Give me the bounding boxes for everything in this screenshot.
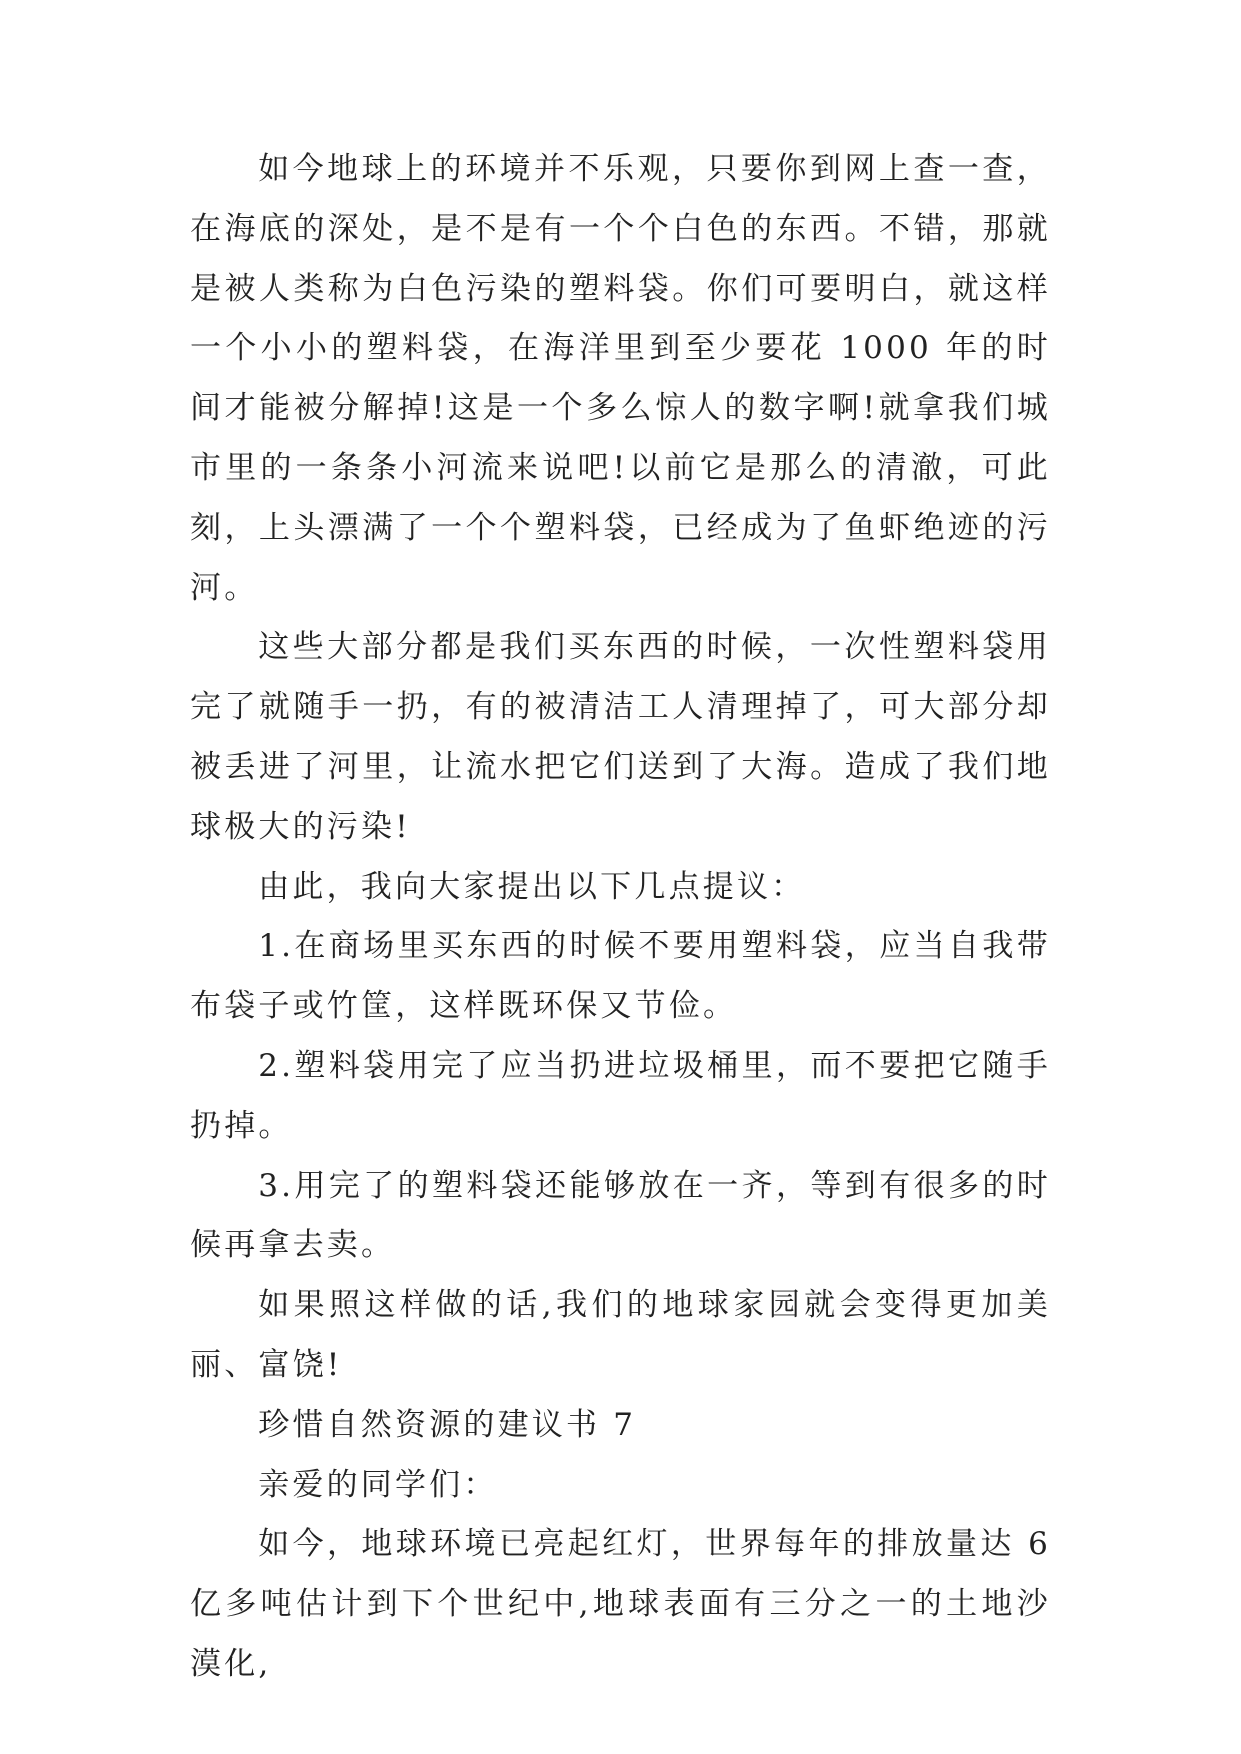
paragraph-environment-intro: 如今地球上的环境并不乐观，只要你到网上查一查，在海底的深处，是不是有一个个白色的东西。不错，那就是被人类称为白色污染的塑料袋。你们可要明白，就这样一个小小的塑料袋，在海洋里到至少要花 1000 年的时间才能被分解掉!这是一个多么惊人的数字啊!就拿我们城市里的一条条小河流来说吧!以前它是那么的清澈，可此刻，上头漂满了一个个塑料袋，已经成为了鱼虾绝迹的污河。: [190, 151, 1051, 606]
document-page: [190, 140, 1051, 1695]
salutation: 亲爱的同学们：: [258, 1466, 498, 1503]
paragraph-earth-red-light: 如今，地球环境已亮起红灯，世界每年的排放量达 6 亿多吨估计到下个世纪中,地球表面有三分之一的土地沙漠化,: [190, 1526, 1051, 1682]
section-heading: 珍惜自然资源的建议书 7: [258, 1406, 637, 1443]
paragraph-plastic-bag-disposal: 这些大部分都是我们买东西的时候，一次性塑料袋用完了就随手一扔，有的被清洁工人清理掉了，可大部分却被丢进了河里，让流水把它们送到了大海。造成了我们地球极大的污染!: [190, 629, 1051, 845]
paragraph-proposal-1: 1.在商场里买东西的时候不要用塑料袋，应当自我带布袋子或竹筐，这样既环保又节俭。: [190, 928, 1051, 1025]
paragraph-proposal-3: 3.用完了的塑料袋还能够放在一齐，等到有很多的时候再拿去卖。: [190, 1167, 1051, 1264]
paragraph-proposals-intro: 由此，我向大家提出以下几点提议：: [258, 868, 806, 905]
paragraph-conclusion: 如果照这样做的话,我们的地球家园就会变得更加美丽、富饶!: [190, 1287, 1051, 1383]
paragraph-proposal-2: 2.塑料袋用完了应当扔进垃圾桶里，而不要把它随手扔掉。: [190, 1047, 1051, 1144]
